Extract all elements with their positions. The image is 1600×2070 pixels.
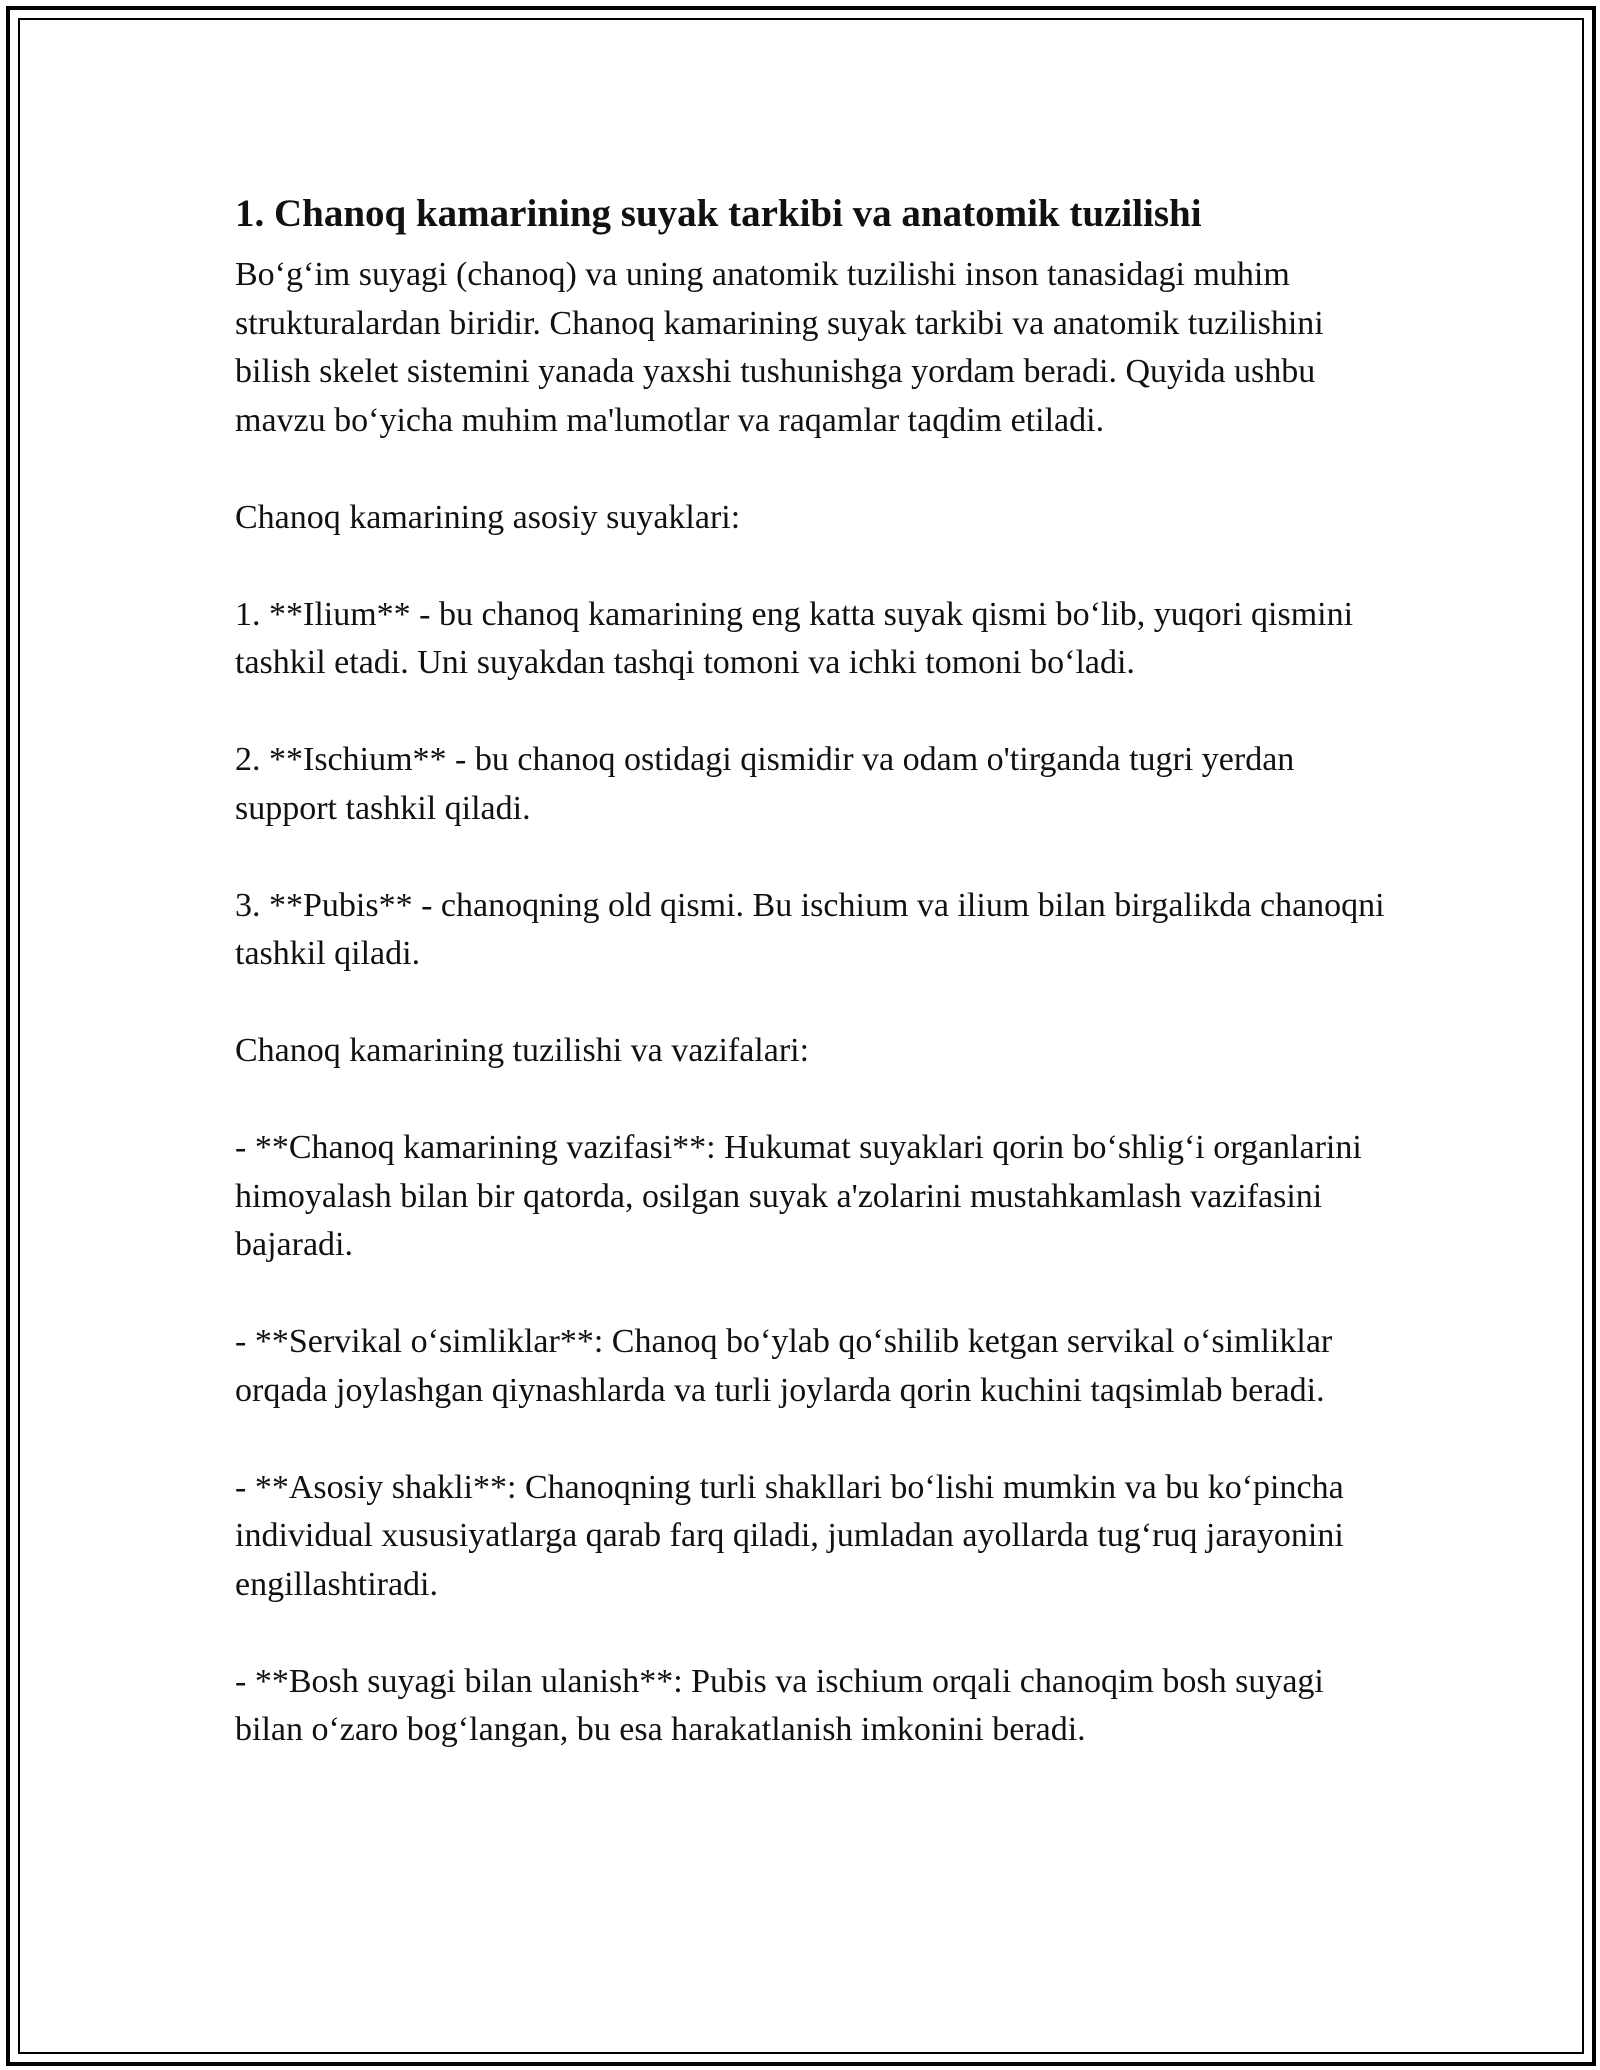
list-item-ischium: 2. **Ischium** - bu chanoq ostidagi qismidir va odam o'tirganda tugri yerdan support tashkil qiladi. bbox=[235, 741, 1295, 827]
bullet-cervical: - **Servikal o‘simliklar**: Chanoq bo‘ylab qo‘shilib ketgan servikal o‘simliklar orqada joylashgan qiynashlarda va turli joylarda qorin kuchini taqsimlab beradi. bbox=[235, 1323, 1333, 1409]
intro-paragraph: Bo‘g‘im suyagi (chanoq) va uning anatomik tuzilishi inson tanasidagi muhim strukturalardan biridir. Chanoq kamarining suyak tarkibi va anatomik tuzilishini bilish skelet sistemini yanada yaxshi tushunishga yordam beradi. Quyida ushbu mavzu bo‘yicha muhim ma'lumotlar va raqamlar taqdim etiladi. bbox=[235, 256, 1324, 439]
list-item-ilium: 1. **Ilium** - bu chanoq kamarining eng katta suyak qismi bo‘lib, yuqori qismini tashkil etadi. Uni suyakdan tashqi tomoni va ichki tomoni bo‘ladi. bbox=[235, 595, 1354, 681]
list-item-pubis: 3. **Pubis** - chanoqning old qismi. Bu ischium va ilium bilan birgalikda chanoqni tashkil qiladi. bbox=[235, 886, 1385, 972]
bullet-function: - **Chanoq kamarining vazifasi**: Hukumat suyaklari qorin bo‘shlig‘i organlarini himoyalash bilan bir qatorda, osilgan suyak a'zolarini mustahkamlash vazifasini bajaradi. bbox=[235, 1129, 1362, 1263]
section-heading: 1. Chanoq kamarining suyak tarkibi va anatomik tuzilishi bbox=[235, 192, 1202, 235]
functions-list-heading: Chanoq kamarining tuzilishi va vazifalari: bbox=[235, 1032, 810, 1069]
bullet-skull-connection: - **Bosh suyagi bilan ulanish**: Pubis va ischium orqali chanoqim bosh suyagi bilan o‘zaro bog‘langan, bu esa harakatlanish imkonini beradi. bbox=[235, 1662, 1324, 1748]
bullet-shape: - **Asosiy shakli**: Chanoqning turli shakllari bo‘lishi mumkin va bu ko‘pincha individual xususiyatlarga qarab farq qiladi, jumladan ayollarda tug‘ruq jarayonini engillashtiradi. bbox=[235, 1468, 1344, 1603]
bones-list-heading: Chanoq kamarining asosiy suyaklari: bbox=[235, 498, 741, 536]
document-body bbox=[235, 185, 1385, 1755]
